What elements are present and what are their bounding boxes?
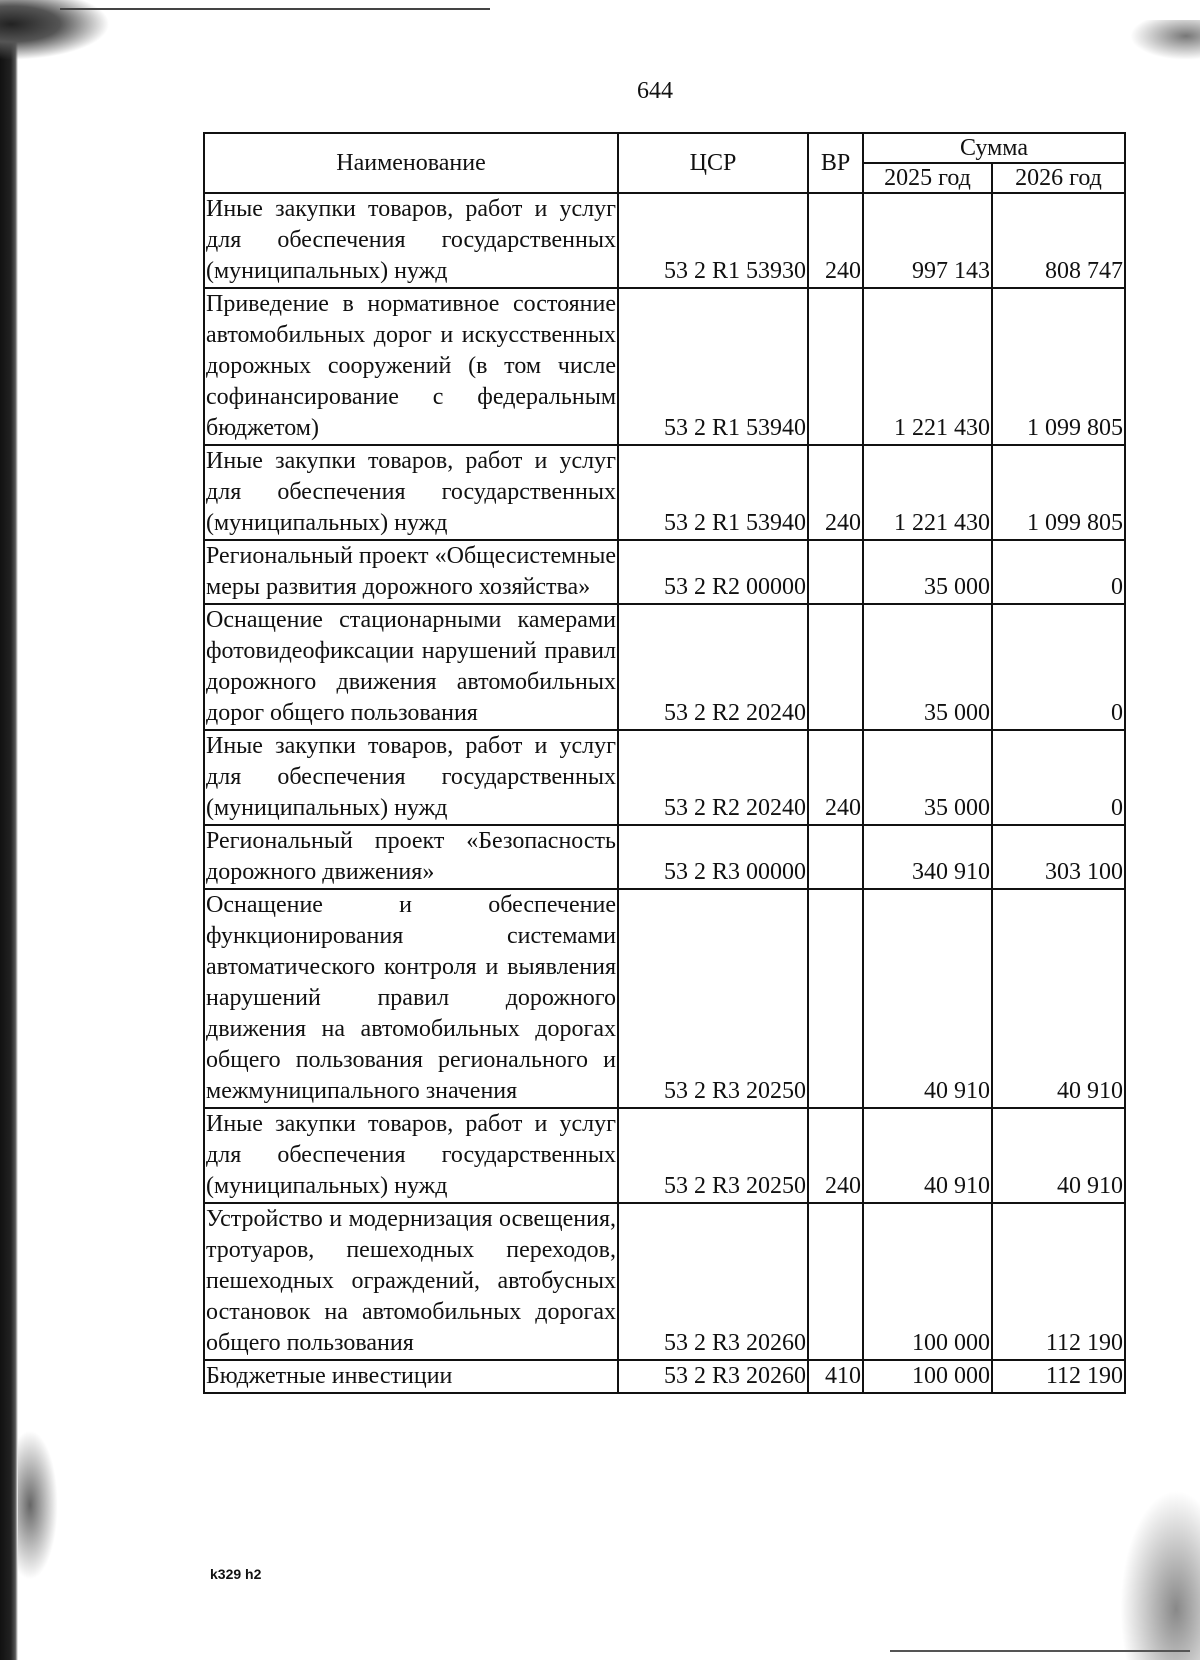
table-row: [204, 604, 1125, 730]
row-name: Бюджетные инвестиции: [204, 1360, 618, 1393]
row-2026: 1 099 805: [992, 288, 1125, 445]
row-csr: 53 2 R1 53940: [618, 445, 808, 540]
table-row: [204, 1108, 1125, 1203]
table-row: [204, 445, 1125, 540]
row-2026: 0: [992, 730, 1125, 825]
row-2025: 35 000: [863, 730, 992, 825]
row-vr: 410: [808, 1360, 863, 1393]
header-sum: Сумма: [863, 133, 1125, 163]
scan-edge-shadow: [0, 20, 18, 1660]
table-row: [204, 1360, 1125, 1393]
header-year-2025: 2025 год: [863, 163, 992, 193]
row-2025: 35 000: [863, 604, 992, 730]
row-2025: 340 910: [863, 825, 992, 889]
row-csr: 53 2 R2 20240: [618, 730, 808, 825]
scan-artifact-top-line: [60, 8, 490, 10]
row-csr: 53 2 R3 20260: [618, 1360, 808, 1393]
table-row: [204, 288, 1125, 445]
row-name: Устройство и модернизация освещения, тротуаров, пешеходных переходов, пешеходных ограждений, автобусных остановок на автомобильных дорогах общего пользования: [204, 1203, 618, 1360]
row-csr: 53 2 R2 00000: [618, 540, 808, 604]
row-2025: 1 221 430: [863, 445, 992, 540]
row-vr: [808, 540, 863, 604]
header-name: Наименование: [204, 133, 618, 193]
table-row: [204, 889, 1125, 1108]
row-name: Приведение в нормативное состояние автомобильных дорог и искусственных дорожных сооружений (в том числе софинансирование с федеральным бюджетом): [204, 288, 618, 445]
row-csr: 53 2 R3 20250: [618, 1108, 808, 1203]
row-name: Иные закупки товаров, работ и услуг для обеспечения государственных (муниципальных) нужд: [204, 1108, 618, 1203]
row-vr: 240: [808, 730, 863, 825]
row-2026: 1 099 805: [992, 445, 1125, 540]
scan-artifact-bottom-left: [18, 1430, 58, 1580]
table-row: [204, 1203, 1125, 1360]
row-vr: [808, 1203, 863, 1360]
row-2026: 0: [992, 604, 1125, 730]
row-csr: 53 2 R3 20260: [618, 1203, 808, 1360]
row-2026: 303 100: [992, 825, 1125, 889]
table-row: [204, 193, 1125, 288]
row-2026: 112 190: [992, 1203, 1125, 1360]
footer-code: k329 h2: [210, 1566, 262, 1582]
header-vr: ВР: [808, 133, 863, 193]
row-2025: 40 910: [863, 1108, 992, 1203]
row-2025: 100 000: [863, 1203, 992, 1360]
row-vr: [808, 825, 863, 889]
row-csr: 53 2 R1 53930: [618, 193, 808, 288]
row-vr: 240: [808, 193, 863, 288]
row-2026: 0: [992, 540, 1125, 604]
row-2026: 112 190: [992, 1360, 1125, 1393]
header-year-2026: 2026 год: [992, 163, 1125, 193]
row-vr: 240: [808, 1108, 863, 1203]
scan-artifact-bottom-right: [1120, 1490, 1200, 1660]
row-2026: 40 910: [992, 889, 1125, 1108]
header-row-top: [204, 133, 1125, 163]
row-vr: [808, 889, 863, 1108]
header-csr: ЦСР: [618, 133, 808, 193]
row-2025: 997 143: [863, 193, 992, 288]
row-2025: 1 221 430: [863, 288, 992, 445]
table-row: [204, 540, 1125, 604]
budget-table: [203, 132, 1126, 1394]
table-row: [204, 730, 1125, 825]
row-2026: 808 747: [992, 193, 1125, 288]
row-2025: 100 000: [863, 1360, 992, 1393]
row-name: Иные закупки товаров, работ и услуг для обеспечения государственных (муниципальных) нужд: [204, 445, 618, 540]
scan-artifact-bottom-line: [890, 1650, 1190, 1652]
row-vr: [808, 604, 863, 730]
row-name: Региональный проект «Безопасность дорожного движения»: [204, 825, 618, 889]
row-name: Иные закупки товаров, работ и услуг для обеспечения государственных (муниципальных) нужд: [204, 193, 618, 288]
page-number: 644: [637, 78, 673, 104]
row-vr: [808, 288, 863, 445]
row-2026: 40 910: [992, 1108, 1125, 1203]
row-csr: 53 2 R2 20240: [618, 604, 808, 730]
row-name: Региональный проект «Общесистемные меры развития дорожного хозяйства»: [204, 540, 618, 604]
row-csr: 53 2 R3 20250: [618, 889, 808, 1108]
row-csr: 53 2 R1 53940: [618, 288, 808, 445]
scan-artifact-top-right: [1130, 20, 1200, 60]
row-vr: 240: [808, 445, 863, 540]
row-2025: 35 000: [863, 540, 992, 604]
row-2025: 40 910: [863, 889, 992, 1108]
row-name: Оснащение стационарными камерами фотовидеофиксации нарушений правил дорожного движения автомобильных дорог общего пользования: [204, 604, 618, 730]
row-name: Оснащение и обеспечение функционирования системами автоматического контроля и выявления нарушений правил дорожного движения на автомобильных дорогах общего пользования регионального и межмуниципального значения: [204, 889, 618, 1108]
row-name: Иные закупки товаров, работ и услуг для обеспечения государственных (муниципальных) нужд: [204, 730, 618, 825]
row-csr: 53 2 R3 00000: [618, 825, 808, 889]
table-row: [204, 825, 1125, 889]
